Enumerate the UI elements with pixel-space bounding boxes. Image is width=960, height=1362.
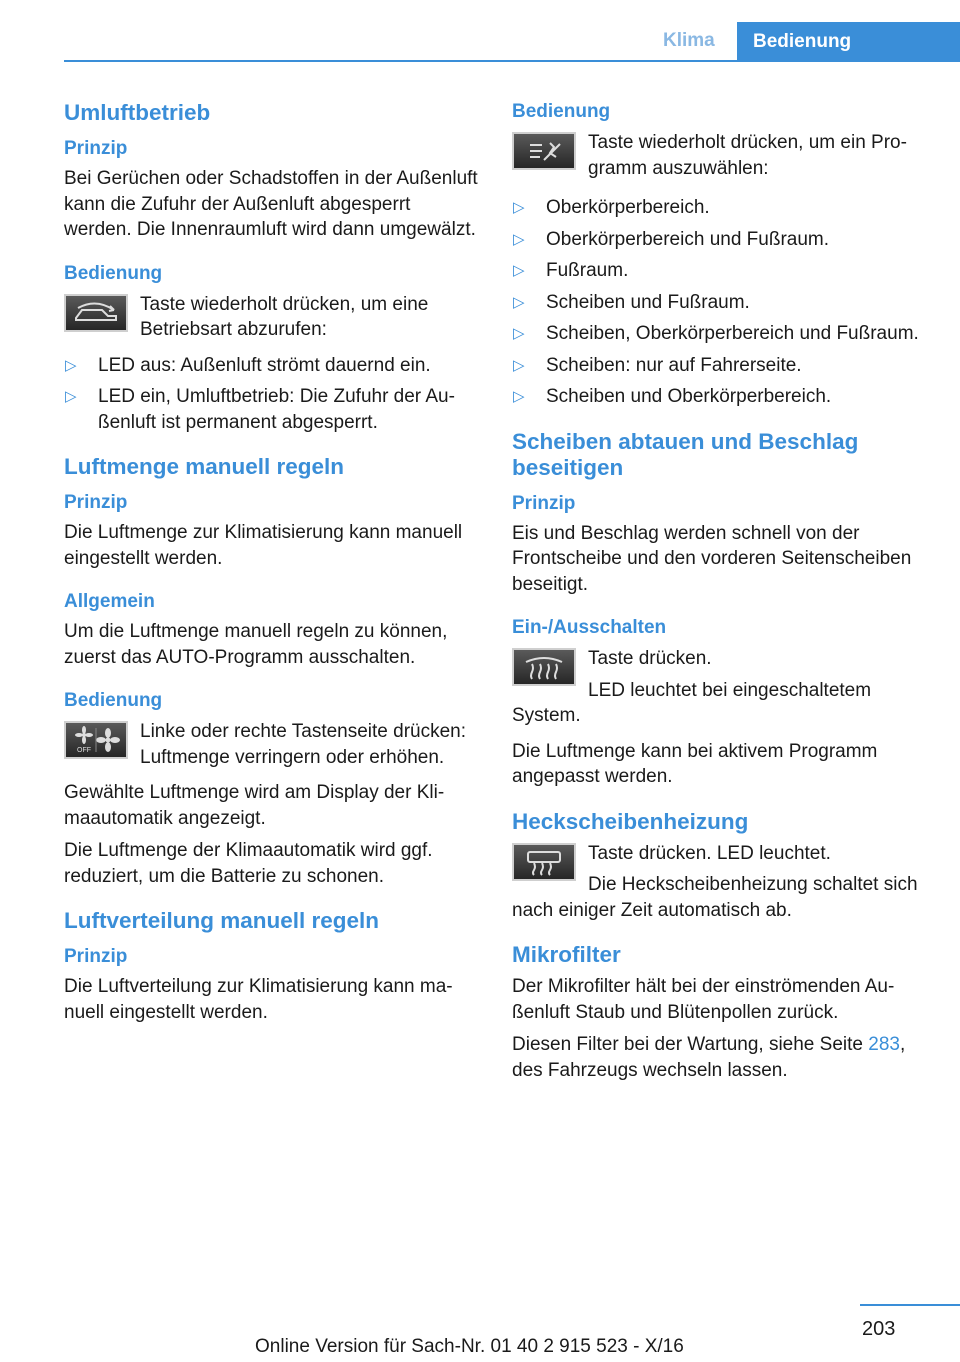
fan-speed-button-icon: [64, 721, 128, 759]
heck-control-row: [512, 841, 928, 924]
list-item: ▷ Scheiben, Oberkörperbereich und Fußraum.: [513, 323, 919, 344]
subheading-prinzip: Prinzip: [512, 492, 576, 514]
list-item: ▷ Scheiben und Fußraum.: [513, 291, 750, 313]
luftmenge-text3: Die Luftmenge der Klimaautomatik wird ggf. reduziert, um die Batterie zu schonen.: [64, 840, 433, 887]
list-item: ▷ Oberkörperbereich.: [513, 197, 710, 218]
section-luftverteilung: [64, 908, 480, 1025]
off-label: OFF: [77, 747, 91, 754]
air-distribution-button-icon: [512, 132, 576, 170]
umluft-bedienung-text: Taste wiederholt drücken, um eine Betriebsart abzurufen:: [140, 293, 429, 340]
abtauen-text1: Taste drücken.: [588, 648, 712, 669]
tab-klima[interactable]: Klima: [663, 30, 715, 51]
recirculation-button-icon: [64, 294, 128, 332]
subheading-bedienung: Bedienung: [512, 101, 611, 122]
page-link-283[interactable]: 283: [868, 1034, 900, 1055]
heading-heckscheibenheizung: Heckscheibenheizung: [512, 808, 749, 834]
abtauen-text2: LED leuchtet bei eingeschaltetem System.: [512, 679, 872, 726]
tab-bedienung[interactable]: Bedienung: [737, 22, 960, 62]
luftvert-list: [512, 195, 928, 410]
right-column: [512, 100, 928, 1102]
umluft-control-row: [64, 292, 480, 343]
list-item: ▷ LED aus: Außenluft strömt dauernd ein.: [65, 354, 431, 376]
section-luftmenge: [64, 454, 480, 889]
section-luftverteilung-bedienung: [512, 100, 928, 410]
subheading-ein-ausschalten: Ein-/Ausschalten: [512, 617, 667, 638]
mikro-text2: Diesen Filter bei der Wartung, siehe Seite 283, des Fahrzeugs wechseln lassen.: [512, 1034, 906, 1081]
page-number-rule: [860, 1304, 960, 1306]
abtauen-text3: Die Luftmenge kann bei aktivem Programm angepasst werden.: [512, 740, 878, 787]
umluft-prinzip-text: Bei Gerüchen oder Schadstoffen in der Außenluft kann die Zufuhr der Außenluft abgesperrt werden. Die Innenraumluft wird dann umgewälzt.: [64, 168, 478, 240]
subheading-bedienung: Bedienung: [64, 690, 163, 711]
subheading-prinzip: Prinzip: [64, 946, 128, 967]
luftmenge-allgemein-text: Um die Luftmenge manuell regeln zu können, zuerst das AUTO-Programm ausschalten.: [64, 621, 448, 668]
heading-mikrofilter: Mikrofilter: [512, 942, 621, 967]
left-column: [64, 100, 480, 1044]
abtauen-control-row: [512, 646, 928, 729]
section-abtauen: [512, 429, 928, 790]
mikro-text1: Der Mikrofilter hält bei der einströmenden Außenluft Staub und Blütenpollen zurück.: [512, 976, 895, 1023]
list-item: ▷ Fußraum.: [513, 260, 629, 281]
defrost-button-icon: [512, 648, 576, 686]
heck-text1: Taste drücken. LED leuchtet.: [588, 842, 831, 864]
heading-abtauen: Scheiben abtauen und Beschlag beseitigen: [512, 428, 859, 480]
section-heckscheibe: [512, 809, 928, 924]
section-umluft: [64, 100, 480, 435]
luftmenge-control-row: [64, 719, 480, 770]
luftmenge-text2: Gewählte Luftmenge wird am Display der Klimaautomatik angezeigt.: [64, 782, 445, 829]
luftmenge-prinzip-text: Die Luftmenge zur Klimatisierung kann manuell eingestellt werden.: [64, 522, 463, 569]
subheading-prinzip: Prinzip: [64, 492, 128, 513]
section-mikrofilter: [512, 942, 928, 1083]
list-item: ▷ Scheiben: nur auf Fahrerseite.: [513, 354, 802, 376]
luftvert-control-row: [512, 130, 928, 181]
footer-online-version: Online Version für Sach-Nr. 01 40 2 915 523 - X/16: [255, 1336, 684, 1357]
list-item: ▷ LED ein, Umluftbetrieb: Die Zufuhr der Außenluft ist permanent abgesperrt.: [65, 386, 455, 433]
page-number: 203: [862, 1318, 896, 1340]
heading-umluftbetrieb: Umluftbetrieb: [64, 100, 211, 125]
rear-window-heating-button-icon: [512, 843, 576, 881]
umluft-list: [64, 353, 480, 436]
luftvert-bedienung-text: Taste wiederholt drücken, um ein Programm auszuwählen:: [588, 132, 907, 179]
subheading-allgemein: Allgemein: [64, 591, 155, 612]
subheading-prinzip: Prinzip: [64, 138, 128, 159]
heck-text2: Die Heckscheibenheizung schaltet sich nach einiger Zeit automatisch ab.: [512, 874, 918, 921]
heading-luftverteilung: Luftverteilung manuell regeln: [64, 908, 380, 933]
subheading-bedienung: Bedienung: [64, 262, 163, 284]
luftvert-prinzip-text: Die Luftverteilung zur Klimatisierung kann manuell eingestellt werden.: [64, 976, 453, 1023]
heading-luftmenge: Luftmenge manuell regeln: [64, 454, 345, 479]
list-item: ▷ Oberkörperbereich und Fußraum.: [513, 228, 830, 250]
luftmenge-bedienung-text: Linke oder rechte Tastenseite drücken: Luftmenge verringern oder erhöhen.: [140, 721, 467, 768]
abtauen-prinzip-text: Eis und Beschlag werden schnell von der Frontscheibe und den vorderen Seitenscheiben beseitigt.: [512, 522, 912, 595]
list-item: ▷ Scheiben und Oberkörperbereich.: [513, 386, 832, 407]
